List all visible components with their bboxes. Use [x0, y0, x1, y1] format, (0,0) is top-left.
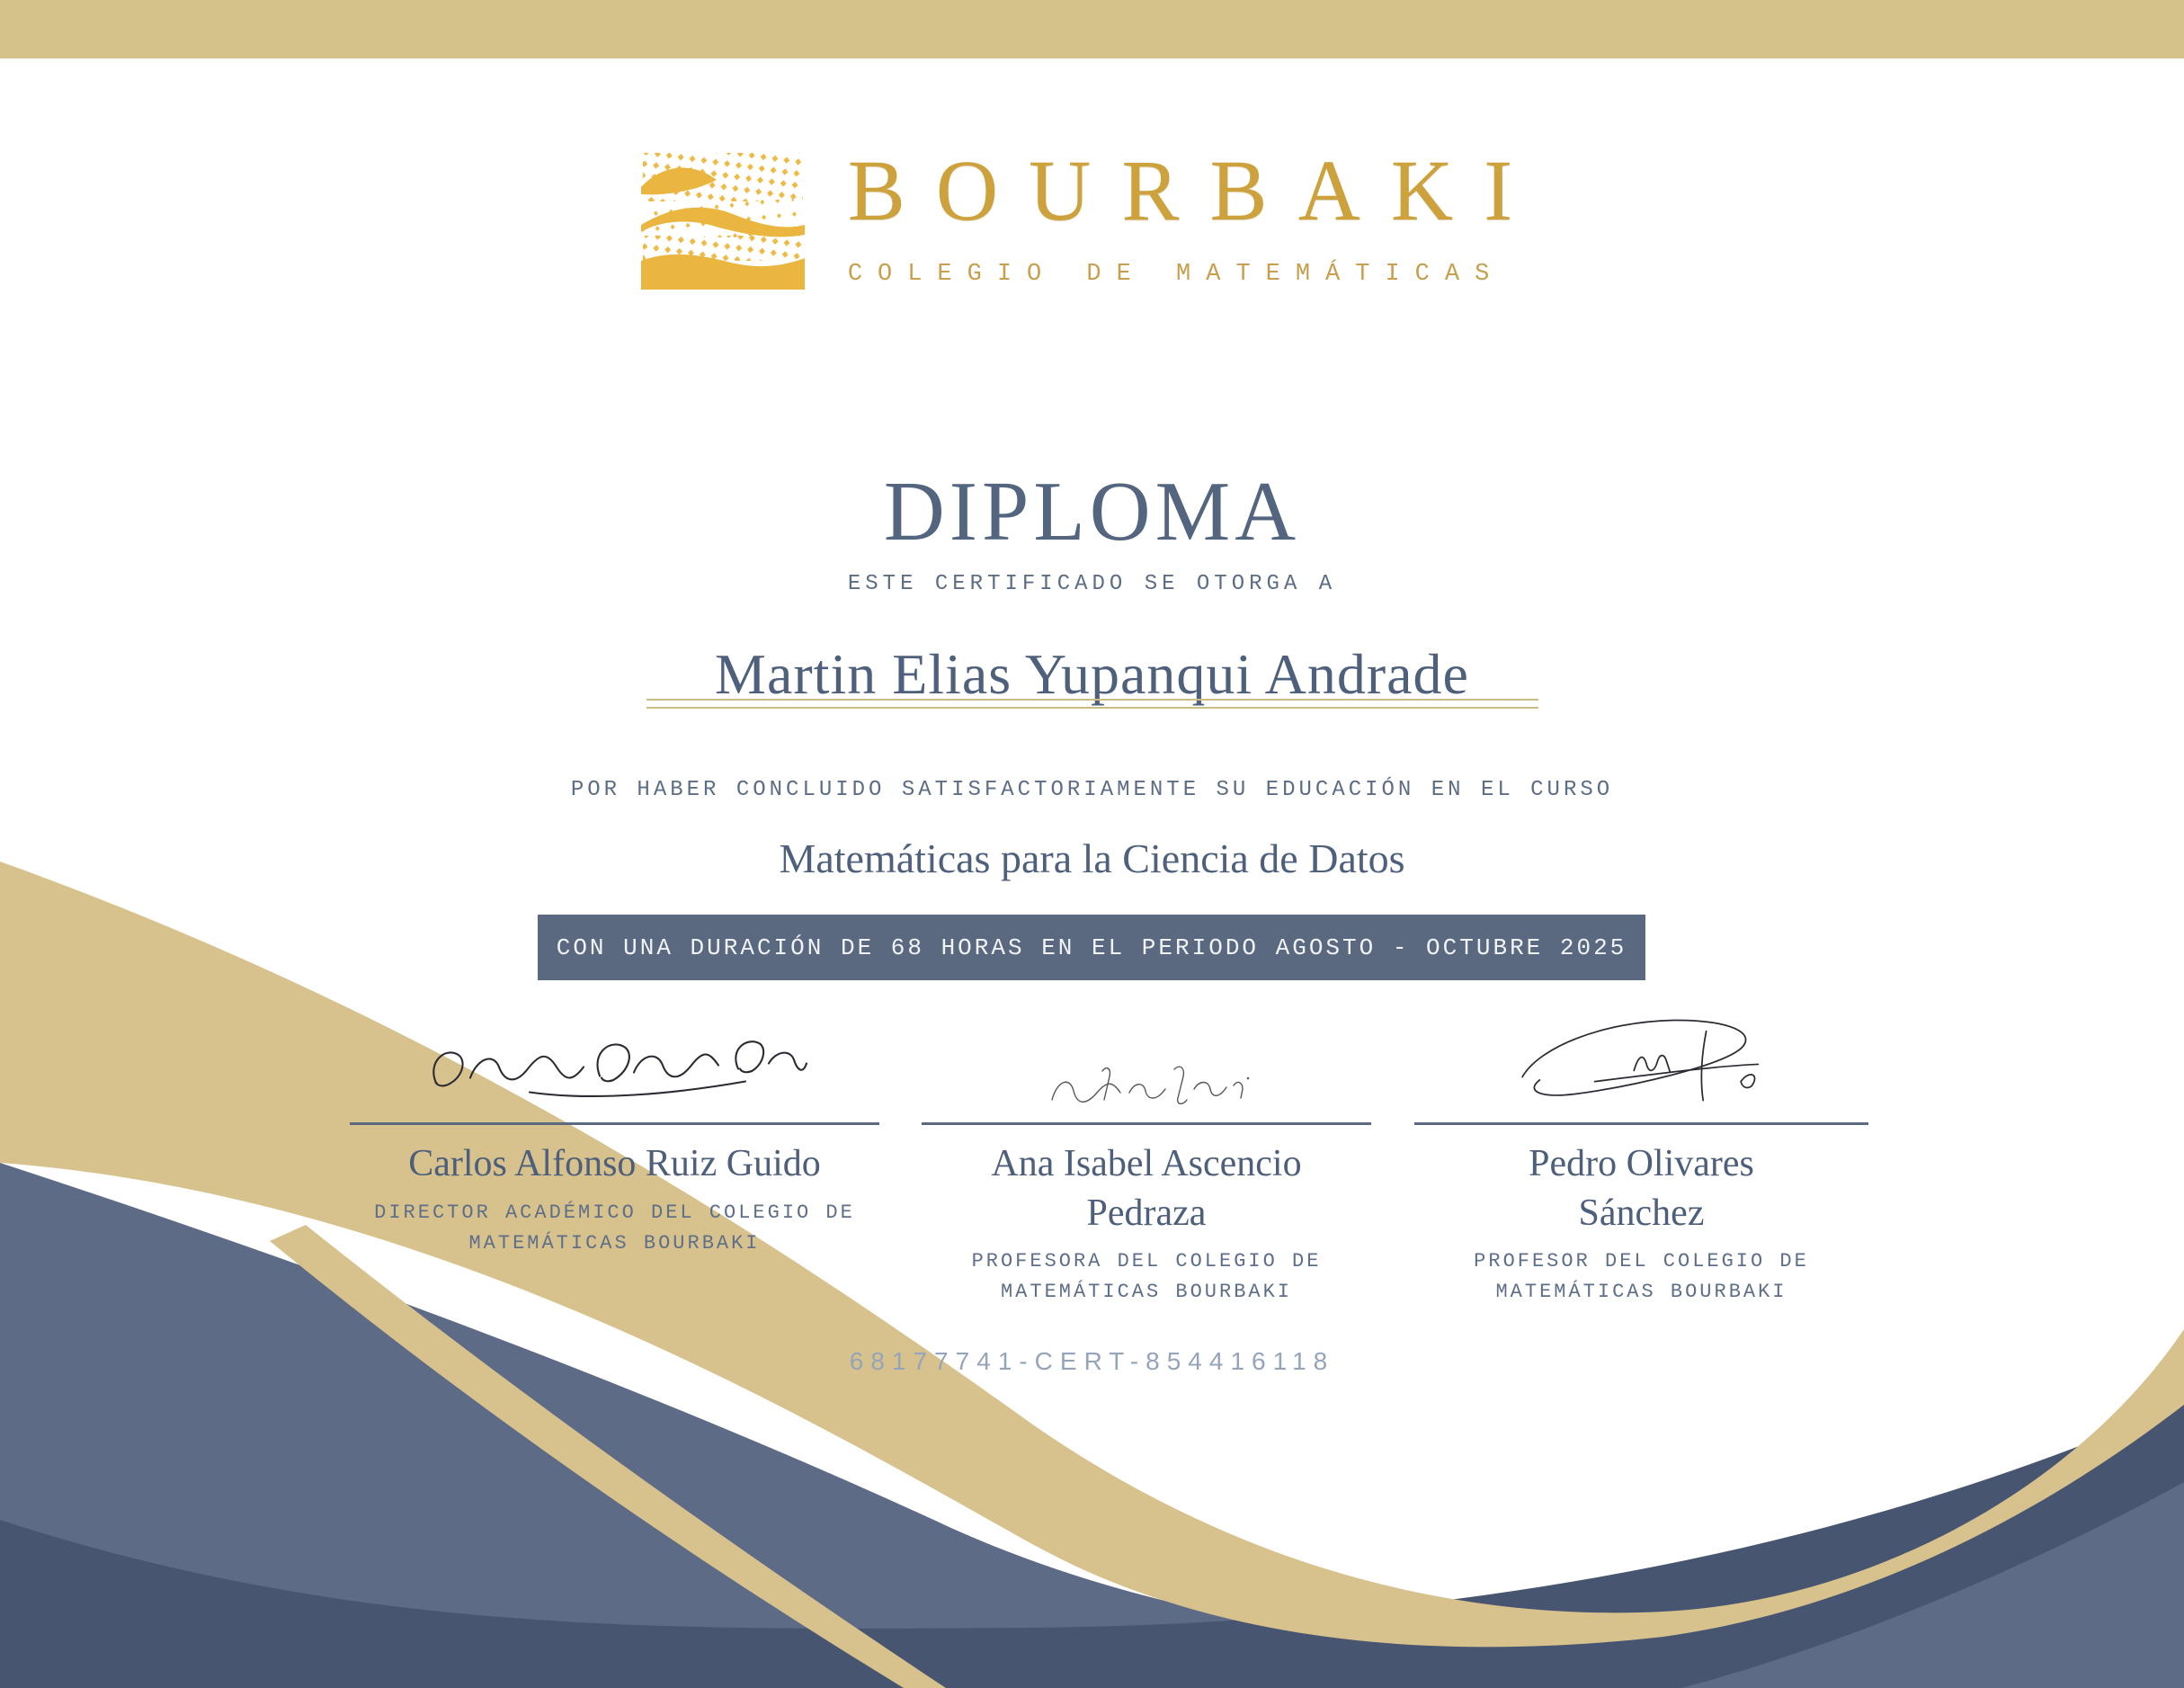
completion-text: POR HABER CONCLUIDO SATISFACTORIAMENTE SU EDUCACIÓN EN EL CURSO — [570, 778, 1614, 802]
brand-header — [0, 142, 2184, 290]
name-divider-line-top — [646, 699, 1538, 701]
brand-wordmark — [847, 142, 1544, 288]
bourbaki-logo-icon — [641, 146, 805, 290]
signature-rule — [350, 1122, 879, 1125]
signatory-name: Pedro Olivares Sánchez — [1529, 1143, 1754, 1234]
name-divider-line-bottom — [646, 707, 1538, 709]
certificate-id: 68177741-CERT-854416118 — [849, 1347, 1335, 1375]
signature-director-image — [350, 1014, 879, 1122]
signature-block-director — [350, 1014, 879, 1259]
recipient-name: Martin Elias Yupanqui Andrade — [715, 642, 1469, 707]
award-label: ESTE CERTIFICADO SE OTORGA A — [847, 572, 1337, 596]
brand-name: BOURBAKI — [847, 142, 1544, 238]
signature-block-profesor — [1414, 1014, 1868, 1308]
signatory-name: Carlos Alfonso Ruiz Guido — [408, 1143, 821, 1184]
course-name: Matemáticas para la Ciencia de Datos — [779, 835, 1405, 881]
duration-banner-text: CON UNA DURACIÓN DE 68 HORAS EN EL PERIODO AGOSTO - OCTUBRE 2025 — [556, 933, 1627, 961]
signature-profesor-image — [1414, 1014, 1868, 1122]
signature-rule — [922, 1122, 1371, 1125]
signature-profesora-image — [922, 1014, 1371, 1122]
signature-rule — [1414, 1122, 1868, 1125]
diploma-title: DIPLOMA — [883, 464, 1301, 558]
signatory-name: Ana Isabel Ascencio Pedraza — [991, 1143, 1302, 1234]
signatory-title: PROFESORA DEL COLEGIO DE MATEMÁTICAS BOURBAKI — [971, 1250, 1322, 1304]
top-gold-bar — [0, 0, 2184, 58]
signature-block-profesora — [922, 1014, 1371, 1308]
signatory-title: DIRECTOR ACADÉMICO DEL COLEGIO DE MATEMÁTICAS BOURBAKI — [374, 1201, 855, 1255]
duration-banner — [538, 915, 1645, 980]
name-divider — [646, 699, 1538, 709]
signatory-title: PROFESOR DEL COLEGIO DE MATEMÁTICAS BOURBAKI — [1474, 1250, 1809, 1304]
brand-tagline: COLEGIO DE MATEMÁTICAS — [847, 261, 1505, 288]
